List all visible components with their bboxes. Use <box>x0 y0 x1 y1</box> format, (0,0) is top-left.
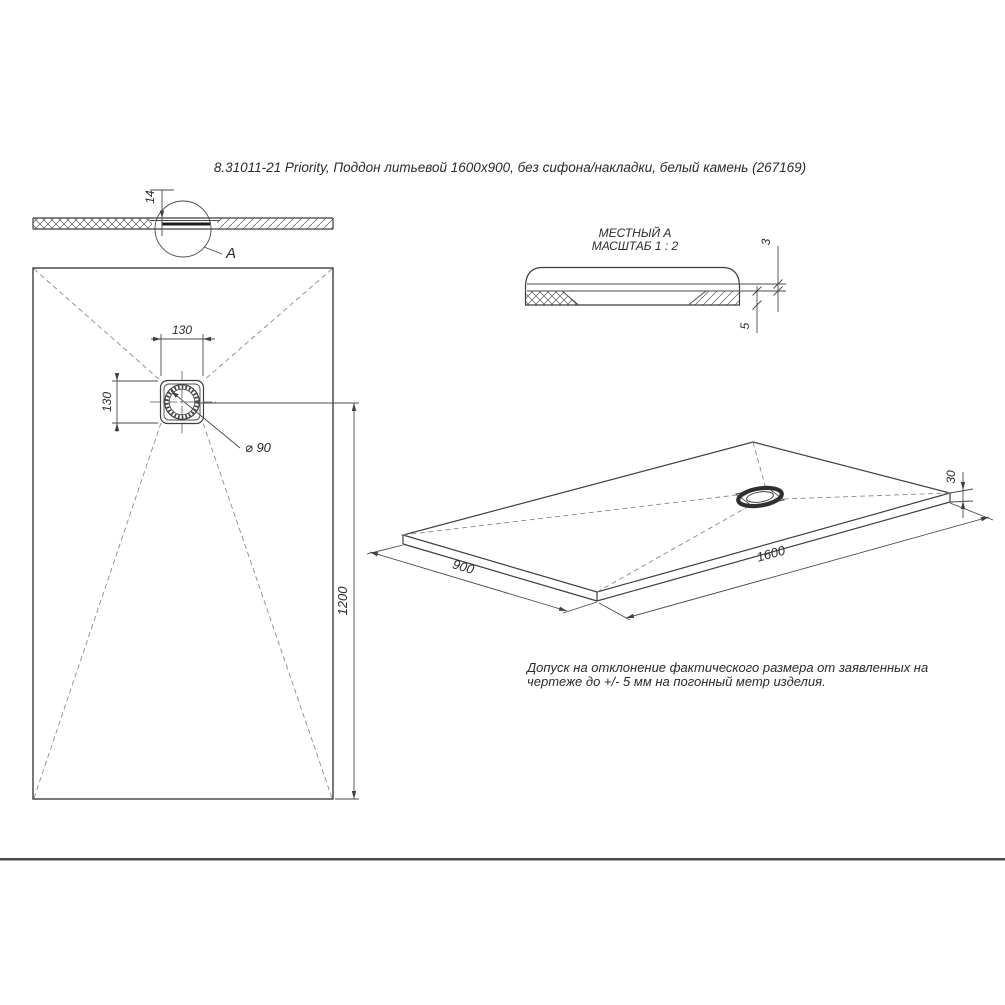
dim-1600-value: 1600 <box>754 542 787 565</box>
dim-1600 <box>599 503 993 620</box>
dim-130h-value: 130 <box>171 323 193 337</box>
tolerance-note-line2: чертеже до +/- 5 мм на погонный метр изделия. <box>527 674 826 689</box>
plan-view <box>33 268 359 799</box>
dim-30-value: 30 <box>944 470 958 484</box>
drawing-title: 8.31011-21 Priority, Поддон литьевой 1600x900, без сифона/накладки, белый камень (267169) <box>213 160 807 175</box>
plan-outline <box>33 268 333 799</box>
tolerance-note-line1: Допуск на отклонение фактического размера от заявленных на <box>527 660 929 675</box>
section-hatch-right <box>217 219 334 229</box>
dim-130-horizontal <box>151 323 215 376</box>
tolerance-note <box>525 660 928 689</box>
section-hatch-left <box>33 219 152 229</box>
dim-3 <box>759 238 783 312</box>
drain-diameter-label: ⌀ 90 <box>245 440 271 455</box>
dim-14-value: 14 <box>143 190 157 204</box>
dim-130-vertical <box>100 373 158 432</box>
dim-900-value: 900 <box>450 556 476 577</box>
detail-a-leader <box>204 247 222 254</box>
bottom-border <box>0 858 1005 861</box>
iso-top-face <box>403 442 950 592</box>
dim-3-value: 3 <box>759 238 773 246</box>
detail-a-label: A <box>226 245 237 262</box>
local-view-a <box>526 224 787 333</box>
drain-iso <box>736 485 784 509</box>
dim-1200-value: 1200 <box>335 586 350 616</box>
dim-5 <box>738 286 762 333</box>
dim-130v-value: 130 <box>100 391 114 413</box>
local-view-title: МЕСТНЫЙ А <box>598 226 672 240</box>
dim-5-value: 5 <box>738 322 752 330</box>
detail-hatch-right <box>689 291 739 305</box>
section-view <box>33 190 334 262</box>
iso-view <box>367 442 993 620</box>
local-view-scale: МАСШТАБ 1 : 2 <box>591 239 679 253</box>
dim-1200 <box>196 403 359 799</box>
dim-900 <box>367 545 597 613</box>
